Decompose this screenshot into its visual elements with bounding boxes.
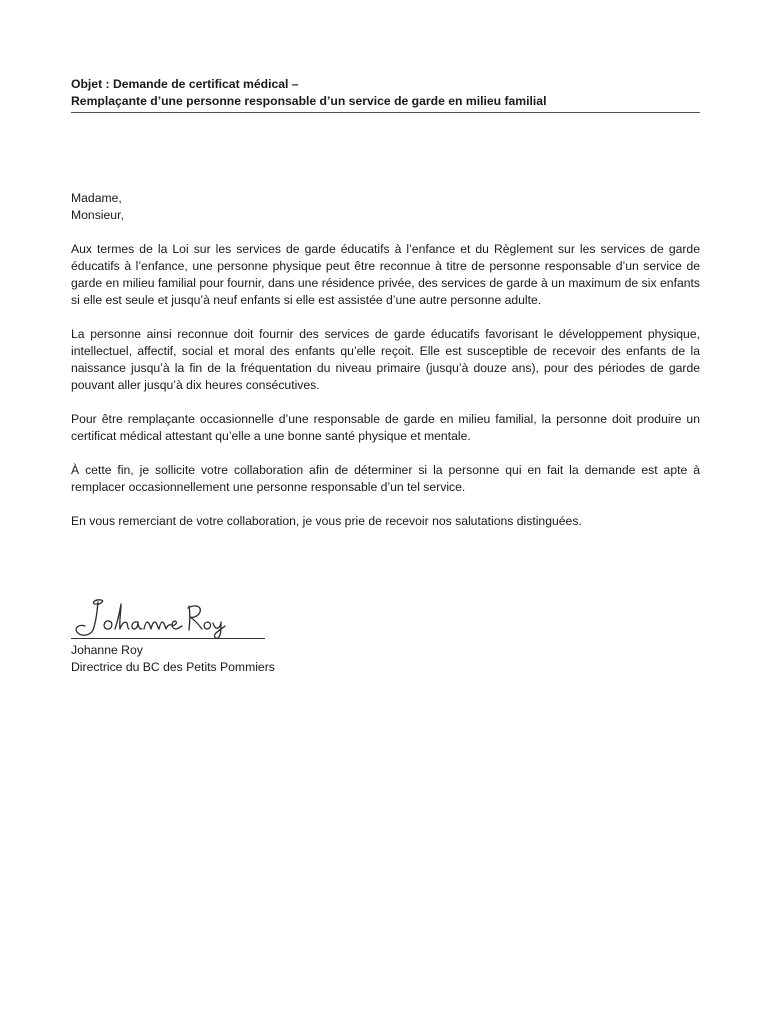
subject-heading [71,76,700,113]
signature-block [71,594,371,676]
signer-info [71,642,371,676]
subject-line-1: Objet : Demande de certificat médical – [71,77,299,91]
salutation-line-1: Madame, [71,191,122,205]
closing-paragraph: En vous remerciant de votre collaboration, je vous prie de recevoir nos salutations distinguées. [71,514,582,528]
signature-line [71,638,265,639]
salutation [71,190,700,224]
paragraph-1: Aux termes de la Loi sur les services de garde éducatifs à l’enfance et du Règlement sur les services de garde éducatifs à l’enfance, une personne physique peut être reconnue à titre de personne responsable d’un service de garde en milieu familial pour fournir, dans une résidence privée, des services de garde à un maximum de six enfants si elle est seule et jusqu’à neuf enfants si elle est assistée d’une autre personne adulte. [71,242,700,307]
signature-drawing [71,594,266,638]
handwritten-signature [71,594,266,638]
paragraph-4: À cette fin, je sollicite votre collaboration afin de déterminer si la personne qui en fait la demande est apte à remplacer occasionnellement une personne responsable d’un tel service. [71,463,700,494]
letter-body [71,76,700,530]
paragraph-2: La personne ainsi reconnue doit fournir des services de garde éducatifs favorisant le développement physique, intellectuel, affectif, social et moral des enfants qu’elle reçoit. Elle est susceptible de recevoir des enfants de la naissance jusqu’à la fin de la fréquentation du niveau primaire (jusqu’à douze ans), pour des périodes de garde pouvant aller jusqu’à dix heures consécutives. [71,327,700,392]
signer-name: Johanne Roy [71,643,143,657]
signer-title: Directrice du BC des Petits Pommiers [71,660,275,674]
salutation-line-2: Monsieur, [71,208,124,222]
subject-line-2: Remplaçante d’une personne responsable d’un service de garde en milieu familial [71,94,547,108]
paragraph-3: Pour être remplaçante occasionnelle d’une responsable de garde en milieu familial, la personne doit produire un certificat médical attestant qu’elle a une bonne santé physique et mentale. [71,412,700,443]
